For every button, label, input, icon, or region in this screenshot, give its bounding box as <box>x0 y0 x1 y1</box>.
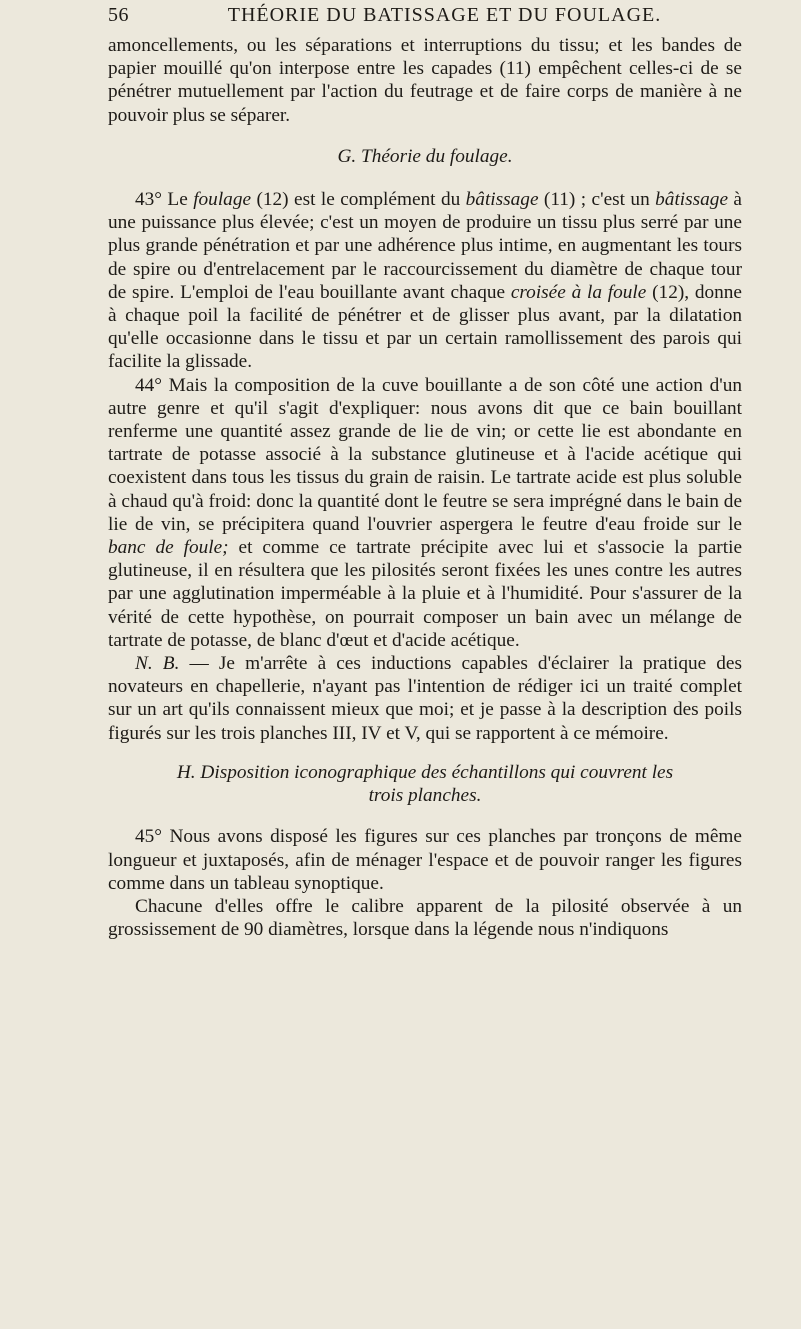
nb-label: N. B. <box>135 653 180 675</box>
paragraph-45: 45° Nous avons disposé les figures sur ces planches par tronçons de même longueur et juxtaposés, afin de ménager l'espace et de pouvoir ranger les figures comme dans un tableau synoptique. <box>108 826 742 894</box>
section-heading-g <box>108 145 742 168</box>
paragraph-43 <box>108 188 742 374</box>
term-batissage: bâtissage <box>465 189 539 211</box>
nb-text: — Je m'arrête à ces inductions capables d'éclairer la pratique des novateurs en chapellerie, n'ayant pas l'intention de rédiger ici un traité complet sur un art qu'ils connaissent mieux que moi; et je passe à la description des poils figurés sur les trois planches III, IV et V, qui se rapportent à ce mémoire. <box>108 653 742 744</box>
p43-mid1: (12) est le complément du <box>251 189 466 211</box>
p43-mid2: (11) ; c'est un <box>538 189 656 211</box>
p44-b: et comme ce tartrate précipite avec lui et s'associe la partie glutineuse, il en résultera que les pilosités seront fixées les unes contre les autres par une agglutination imperméable à la pluie et à l'humidité. Pour s'assurer de la vérité de cette hypothèse, on pourrait composer un bain avec un mélange de tartrate de potasse, de blanc d'œut et d'acide acétique. <box>108 537 742 651</box>
paragraph-continuation: amoncellements, ou les séparations et interruptions du tissu; et les bandes de papier mouillé qu'on interpose entre les capades (11) empêchent celles-ci de se pénétrer mutuellement par l'action du feutrage et de faire corps de manière à ne pouvoir plus se séparer. <box>108 35 742 126</box>
p43-mid3: à une puissance plus élevée; c'est un moyen de produire un tissu plus serré par une plus grande pénétration et par une adhérence plus intime, en augmentant les tours de spire ou d'entrelacement par le raccourcissement du diamètre de chaque tour de spire. L'emploi de l'eau bouillante avant chaque <box>108 189 742 303</box>
section-heading-h-line1: H. Disposition iconographique des échantillons qui couvrent les <box>176 761 674 783</box>
p44-a: 44° Mais la composition de la cuve bouillante a de son côté une action d'un autre genre et qu'il s'agit d'expliquer: nous avons dit que ce bain bouillant renferme une quantité assez grande de lie de vin; or cette lie est abondante en tartrate de potasse associé à la substance glutineuse et à l'acide acétique qui coexistent dans tous les tissus du grain de raisin. Le tartrate acide est plus soluble à chaud qu'à froid: donc la quantité dont le feutre se sera imprégné dans le bain de lie de vin, se précipitera quand l'ouvrier aspergera le feutre d'eau froide sur le <box>108 374 742 535</box>
term-batissage-2: bâtissage <box>655 189 728 211</box>
page-body <box>108 34 742 941</box>
paragraph-nb <box>108 652 742 745</box>
term-foulage: foulage <box>193 189 252 211</box>
page-number: 56 <box>108 4 129 26</box>
p43-lead: 43° Le <box>135 189 194 211</box>
term-banc-de-foule: banc de foule; <box>108 537 229 559</box>
running-title: THÉORIE DU BATISSAGE ET DU FOULAGE. <box>227 4 662 26</box>
p43-end: (12), donne à chaque poil la facilité de pénétrer et de glisser plus avant, par la dilatation qu'elle occasionne dans le tissu et par un certain ramollissement des parois qui facilite la glissade. <box>108 281 742 373</box>
section-heading-h <box>108 761 742 807</box>
term-croisee: croisée à la foule <box>510 281 647 303</box>
section-heading-g-text: G. Théorie du foulage. <box>337 145 513 167</box>
paragraph-46: Chacune d'elles offre le calibre apparent de la pilosité observée à un grossissement de 90 diamètres, lorsque dans la légende nous n'indiquons <box>108 895 742 941</box>
page-header <box>108 4 741 32</box>
paragraph-44 <box>108 374 742 652</box>
section-heading-h-line2: trois planches. <box>368 785 482 807</box>
